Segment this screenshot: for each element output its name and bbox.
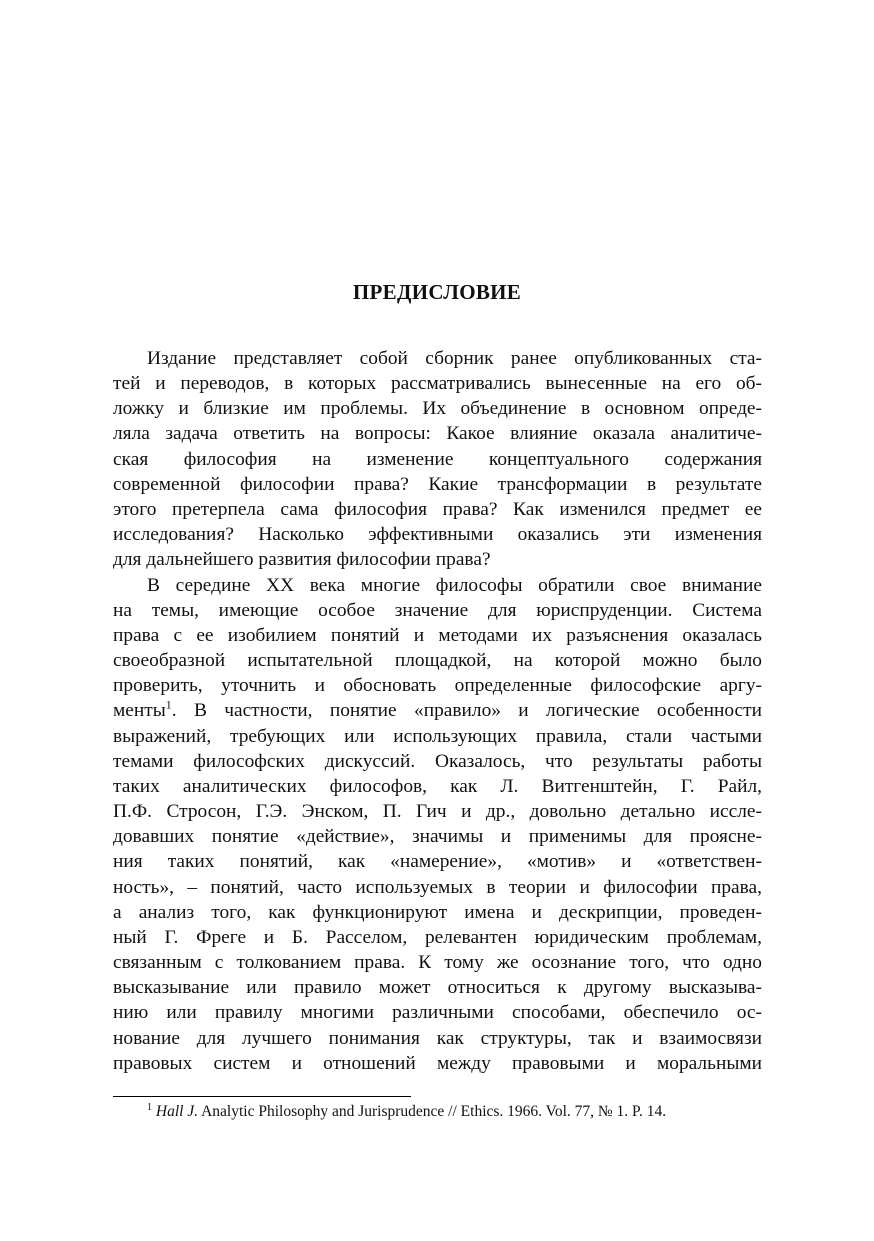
footnote-author: Hall J. bbox=[155, 1103, 199, 1120]
text-line: таких аналитических философов, как Л. Витгенштейн, Г. Райл, bbox=[113, 776, 762, 797]
text-line-with-footnote-ref bbox=[113, 698, 762, 723]
text-line: Издание представляет собой сборник ранее опубликованных ста- bbox=[147, 348, 762, 369]
text-line: довавших понятие «действие», значимы и применимы для проясне- bbox=[113, 826, 762, 847]
text-line: исследования? Насколько эффективными оказались эти изменения bbox=[113, 524, 762, 545]
text-line: ный Г. Фреге и Б. Расселом, релевантен юридическим проблемам, bbox=[113, 927, 762, 948]
text-line: нование для лучшего понимания как структуры, так и взаимосвязи bbox=[113, 1028, 762, 1049]
footnote-number: 1 bbox=[147, 1101, 152, 1113]
text-line: ность», – понятий, часто используемых в теории и философии права, bbox=[113, 877, 762, 898]
text-line: права с ее изобилием понятий и методами их разъяснения оказалась bbox=[113, 625, 762, 646]
text-fragment: . В частности, понятие «правило» и логические особенности bbox=[171, 700, 762, 721]
text-line: В середине XX века многие философы обратили свое внимание bbox=[147, 575, 762, 596]
text-line: П.Ф. Стросон, Г.Э. Энском, П. Гич и др., довольно детально иссле- bbox=[113, 801, 762, 822]
text-line: ская философия на изменение концептуального содержания bbox=[113, 449, 762, 470]
footnote-reference[interactable]: 1 bbox=[165, 697, 172, 712]
footnote bbox=[147, 1101, 666, 1123]
text-line: для дальнейшего развития философии права? bbox=[113, 549, 491, 570]
text-line: темами философских дискуссий. Оказалось, что результаты работы bbox=[113, 751, 762, 772]
footnote-separator bbox=[113, 1096, 411, 1097]
text-line: правовых систем и отношений между правовыми и моральными bbox=[113, 1053, 762, 1074]
text-line: высказывание или правило может относиться к другому высказыва- bbox=[113, 977, 762, 998]
text-line: проверить, уточнить и обосновать определенные философские аргу- bbox=[113, 675, 762, 696]
text-line: связанным с толкованием права. К тому же осознание того, что одно bbox=[113, 952, 762, 973]
text-line: ложку и близкие им проблемы. Их объединение в основном опреде- bbox=[113, 398, 762, 419]
text-line: этого претерпела сама философия права? Как изменился предмет ее bbox=[113, 499, 762, 520]
text-line: ляла задача ответить на вопросы: Какое влияние оказала аналитиче- bbox=[113, 423, 762, 444]
text-line: а анализ того, как функционируют имена и дескрипции, проведен- bbox=[113, 902, 762, 923]
text-line: современной философии права? Какие трансформации в результате bbox=[113, 474, 762, 495]
text-line: выражений, требующих или использующих правила, стали частыми bbox=[113, 726, 762, 747]
text-line: тей и переводов, в которых рассматривались вынесенные на его об- bbox=[113, 373, 762, 394]
text-line: своеобразной испытательной площадкой, на которой можно было bbox=[113, 650, 762, 671]
text-line: нию или правилу многими различными способами, обеспечило ос- bbox=[113, 1002, 762, 1023]
text-fragment: менты bbox=[113, 700, 166, 721]
text-line: ния таких понятий, как «намерение», «мотив» и «ответствен- bbox=[113, 851, 762, 872]
text-line: на темы, имеющие особое значение для юриспруденции. Система bbox=[113, 600, 762, 621]
footnote-text: Analytic Philosophy and Jurisprudence // Ethics. 1966. Vol. 77, № 1. P. 14. bbox=[198, 1103, 667, 1120]
page-title: ПРЕДИСЛОВИЕ bbox=[352, 280, 522, 304]
